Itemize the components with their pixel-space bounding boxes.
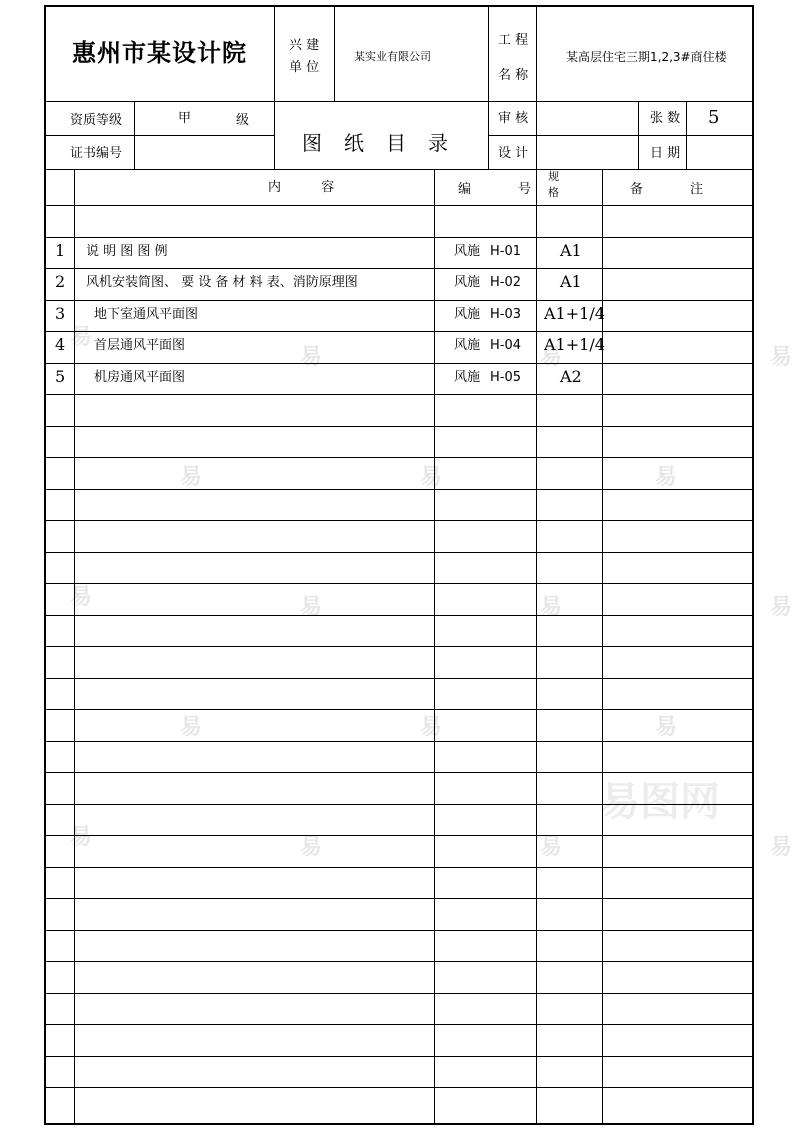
- row-drawing-code: H-04: [490, 338, 522, 353]
- row-drawing-prefix: 风施: [454, 338, 481, 353]
- column-header-remark-2: 注: [690, 182, 704, 197]
- sheet-count-label: 张 数: [650, 111, 681, 126]
- row-drawing-code: H-05: [490, 369, 522, 385]
- project-value: 某高层住宅三期1,2,3#商住楼: [566, 50, 727, 64]
- watermark-char: 易: [540, 835, 563, 860]
- watermark-char: 易: [770, 345, 793, 370]
- builder-label: 兴 建: [289, 38, 320, 53]
- row-spec: A1+1/4: [544, 303, 605, 323]
- row-index: 4: [55, 335, 66, 354]
- row-index: 1: [55, 240, 66, 260]
- table-row: [46, 331, 752, 363]
- row-content: 说 明 图 图 例: [86, 243, 168, 259]
- sheet-count-value: 5: [708, 107, 720, 128]
- project-label: 工 程: [498, 33, 529, 48]
- watermark-char: 易: [70, 585, 93, 610]
- design-label: 设 计: [498, 146, 529, 161]
- review-label: 审 核: [498, 111, 529, 126]
- builder-value: 某实业有限公司: [354, 50, 431, 63]
- date-label: 日 期: [650, 146, 681, 161]
- row-drawing-code: H-03: [490, 306, 522, 322]
- row-drawing-prefix: 风施: [454, 275, 481, 290]
- qualification-label: 资质等级: [70, 113, 123, 128]
- row-drawing-prefix: 风施: [454, 243, 481, 259]
- watermark-char: 易: [300, 595, 323, 620]
- column-header-spec-1: 规: [548, 170, 559, 183]
- watermark-char: 易: [770, 835, 793, 860]
- institute-name: 惠州市某设计院: [72, 39, 247, 67]
- table-row: [46, 300, 752, 332]
- watermark-logo: 易图网: [600, 779, 720, 825]
- row-index: 5: [55, 366, 66, 386]
- watermark-char: 易: [180, 465, 203, 490]
- watermark-char: 易: [770, 595, 793, 620]
- project-label-2: 名 称: [498, 68, 529, 83]
- row-index: 2: [55, 272, 66, 291]
- row-drawing-prefix: 风施: [454, 369, 481, 385]
- qualification-value-2: 级: [236, 113, 250, 128]
- row-spec: A1+1/4: [544, 335, 605, 354]
- table-row: [46, 237, 752, 269]
- watermark-char: 易: [300, 345, 323, 370]
- column-header-remark-1: 备: [630, 182, 644, 197]
- row-spec: A1: [560, 272, 582, 291]
- row-spec: A2: [560, 366, 582, 386]
- column-header-spec-2: 格: [548, 186, 559, 199]
- watermark-char: 易: [180, 715, 203, 740]
- watermark-char: 易: [540, 345, 563, 370]
- document-title: 图纸目录: [302, 131, 470, 155]
- table-row: [46, 268, 752, 300]
- watermark-char: 易: [70, 325, 93, 350]
- drawing-frame: [44, 5, 754, 1125]
- watermark-char: 易: [420, 465, 443, 490]
- column-header-number-1: 编: [458, 182, 472, 197]
- row-content: 地下室通风平面图: [94, 306, 199, 322]
- watermark-char: 易: [300, 835, 323, 860]
- row-index: 3: [55, 303, 66, 323]
- row-drawing-code: H-01: [490, 243, 522, 259]
- table-row: [46, 363, 752, 395]
- watermark-char: 易: [655, 715, 678, 740]
- watermark-char: 易: [420, 715, 443, 740]
- row-spec: A1: [560, 240, 582, 260]
- certificate-label: 证书编号: [70, 146, 123, 161]
- row-content: 首层通风平面图: [94, 338, 186, 353]
- builder-label-2: 单 位: [289, 60, 320, 75]
- qualification-value-1: 甲: [178, 111, 192, 126]
- watermark-char: 易: [540, 595, 563, 620]
- watermark-char: 易: [655, 465, 678, 490]
- row-drawing-code: H-02: [490, 275, 522, 290]
- row-content: 机房通风平面图: [94, 369, 186, 385]
- column-header-number-2: 号: [518, 182, 532, 197]
- column-header-content: 内 容: [268, 180, 353, 195]
- watermark-char: 易: [70, 825, 93, 850]
- row-drawing-prefix: 风施: [454, 306, 481, 322]
- row-content: 风机安装简图、 要 设 备 材 料 表、消防原理图: [86, 275, 358, 290]
